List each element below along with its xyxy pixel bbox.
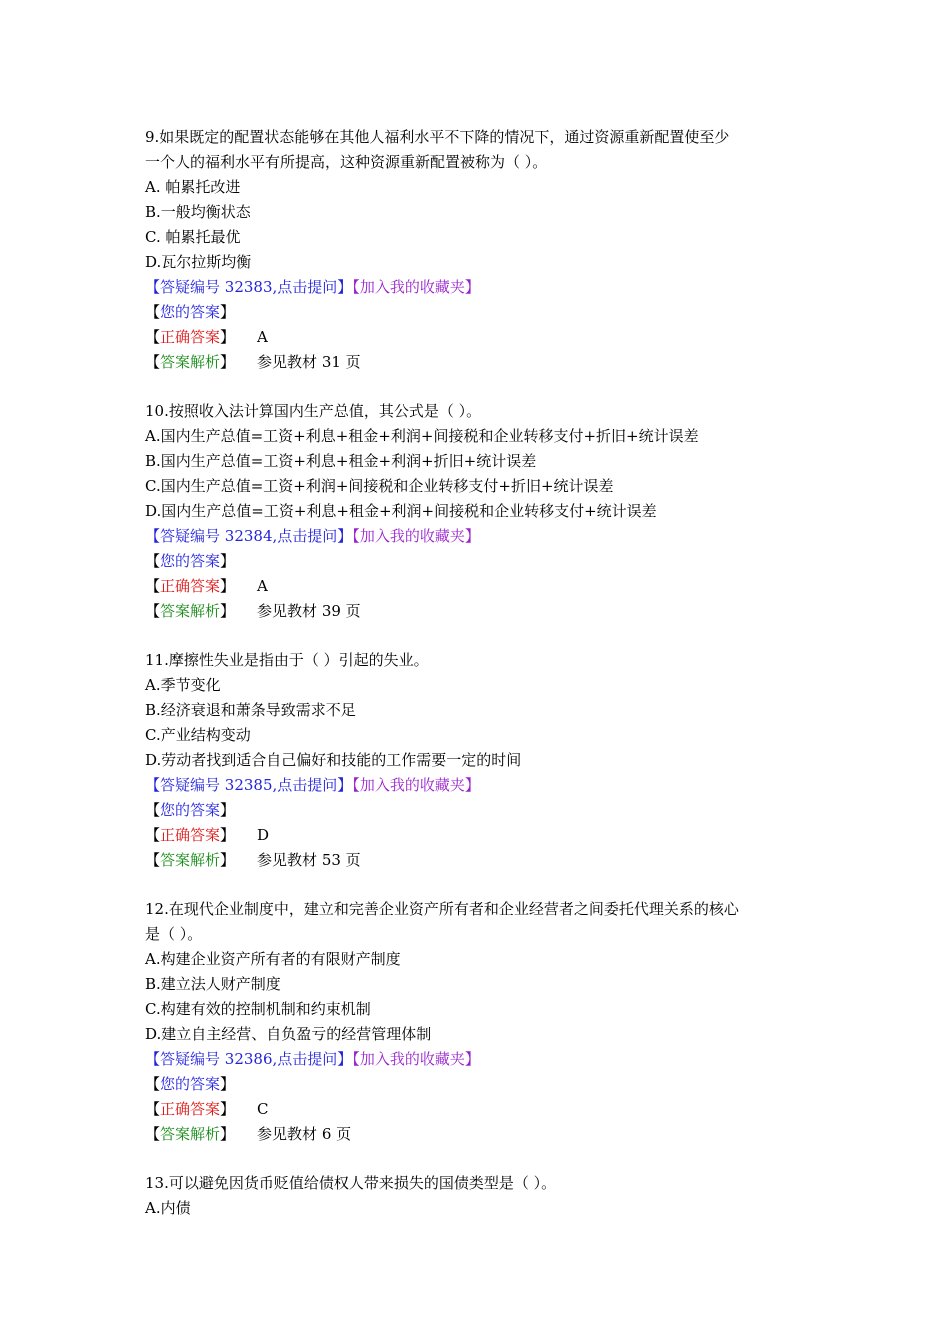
option-b: B.经济衰退和萧条导致需求不足 [145, 701, 356, 719]
option-a: A.季节变化 [145, 676, 221, 694]
add-favorite-link[interactable]: 加入我的收藏夹 [359, 776, 465, 794]
question-stem: 9.如果既定的配置状态能够在其他人福利水平不下降的情况下，通过资源重新配置使至少 [145, 128, 730, 146]
option-b: B.国内生产总值=工资+利息+租金+利润+折旧+统计误差 [145, 452, 537, 470]
your-answer-label: 您的答案 [160, 801, 221, 819]
correct-answer-label: 正确答案 [160, 1100, 221, 1118]
correct-answer-value: D [257, 826, 270, 844]
question-stem: 12.在现代企业制度中，建立和完善企业资产所有者和企业经营者之间委托代理关系的核心 [145, 900, 739, 918]
analysis-value: 参见教材 6 页 [257, 1125, 352, 1143]
option-d: D.劳动者找到适合自己偏好和技能的工作需要一定的时间 [145, 751, 522, 769]
analysis-row: 【答案解析】 参见教材 6 页 [145, 1125, 352, 1143]
analysis-label: 答案解析 [160, 353, 221, 371]
correct-answer-row: 【正确答案】 A [145, 328, 268, 346]
option-a: A.国内生产总值=工资+利息+租金+利润+间接税和企业转移支付+折旧+统计误差 [145, 427, 699, 445]
correct-answer-label: 正确答案 [160, 328, 221, 346]
your-answer-row: 【您的答案】 [145, 303, 236, 321]
option-c: C.国内生产总值=工资+利润+间接税和企业转移支付+折旧+统计误差 [145, 477, 614, 495]
analysis-label: 答案解析 [160, 602, 221, 620]
analysis-row: 【答案解析】 参见教材 53 页 [145, 851, 361, 869]
add-favorite-link[interactable]: 加入我的收藏夹 [359, 1050, 465, 1068]
your-answer-row: 【您的答案】 [145, 552, 236, 570]
option-b: B.建立法人财产制度 [145, 975, 281, 993]
correct-answer-label: 正确答案 [160, 826, 221, 844]
analysis-value: 参见教材 31 页 [257, 353, 361, 371]
correct-answer-label: 正确答案 [160, 577, 221, 595]
question-11 [145, 648, 825, 873]
question-9 [145, 125, 825, 375]
your-answer-label: 您的答案 [160, 303, 221, 321]
option-a: A.构建企业资产所有者的有限财产制度 [145, 950, 401, 968]
add-favorite-link[interactable]: 加入我的收藏夹 [359, 278, 465, 296]
correct-answer-row: 【正确答案】 A [145, 577, 268, 595]
option-d: D.瓦尔拉斯均衡 [145, 253, 252, 271]
option-c: C. 帕累托最优 [145, 228, 241, 246]
question-stem: 一个人的福利水平有所提高，这种资源重新配置被称为（ ）。 [145, 153, 548, 171]
correct-answer-row: 【正确答案】 D [145, 826, 270, 844]
add-favorite-link[interactable]: 加入我的收藏夹 [359, 527, 465, 545]
question-stem: 13.可以避免因货币贬值给债权人带来损失的国债类型是（ ）。 [145, 1174, 557, 1192]
analysis-label: 答案解析 [160, 851, 221, 869]
your-answer-label: 您的答案 [160, 552, 221, 570]
your-answer-row: 【您的答案】 [145, 1075, 236, 1093]
correct-answer-value: C [257, 1100, 269, 1118]
analysis-label: 答案解析 [160, 1125, 221, 1143]
option-a: A. 帕累托改进 [145, 178, 241, 196]
analysis-value: 参见教材 53 页 [257, 851, 361, 869]
question-10 [145, 399, 825, 624]
question-stem: 是（ ）。 [145, 925, 203, 943]
option-d: D.建立自主经营、自负盈亏的经营管理体制 [145, 1025, 432, 1043]
option-d: D.国内生产总值=工资+利息+租金+利润+间接税和企业转移支付+统计误差 [145, 502, 657, 520]
your-answer-row: 【您的答案】 [145, 801, 236, 819]
ask-question-link[interactable]: 答疑编号 32384,点击提问 [160, 527, 338, 545]
correct-answer-value: A [257, 577, 268, 595]
analysis-row: 【答案解析】 参见教材 31 页 [145, 353, 361, 371]
option-c: C.产业结构变动 [145, 726, 251, 744]
links-row: 【答疑编号 32386,点击提问】【加入我的收藏夹】 [145, 1050, 480, 1068]
your-answer-label: 您的答案 [160, 1075, 221, 1093]
question-stem: 11.摩擦性失业是指由于（ ）引起的失业。 [145, 651, 429, 669]
correct-answer-value: A [257, 328, 268, 346]
ask-question-link[interactable]: 答疑编号 32383,点击提问 [160, 278, 338, 296]
ask-question-link[interactable]: 答疑编号 32386,点击提问 [160, 1050, 338, 1068]
question-13 [145, 1171, 825, 1221]
option-c: C.构建有效的控制机制和约束机制 [145, 1000, 371, 1018]
ask-question-link[interactable]: 答疑编号 32385,点击提问 [160, 776, 338, 794]
correct-answer-row: 【正确答案】 C [145, 1100, 269, 1118]
option-b: B.一般均衡状态 [145, 203, 251, 221]
analysis-value: 参见教材 39 页 [257, 602, 361, 620]
links-row: 【答疑编号 32383,点击提问】【加入我的收藏夹】 [145, 278, 480, 296]
analysis-row: 【答案解析】 参见教材 39 页 [145, 602, 361, 620]
question-stem: 10.按照收入法计算国内生产总值，其公式是（ ）。 [145, 402, 482, 420]
option-a: A.内债 [145, 1199, 191, 1217]
links-row: 【答疑编号 32385,点击提问】【加入我的收藏夹】 [145, 776, 480, 794]
question-12 [145, 897, 825, 1147]
links-row: 【答疑编号 32384,点击提问】【加入我的收藏夹】 [145, 527, 480, 545]
